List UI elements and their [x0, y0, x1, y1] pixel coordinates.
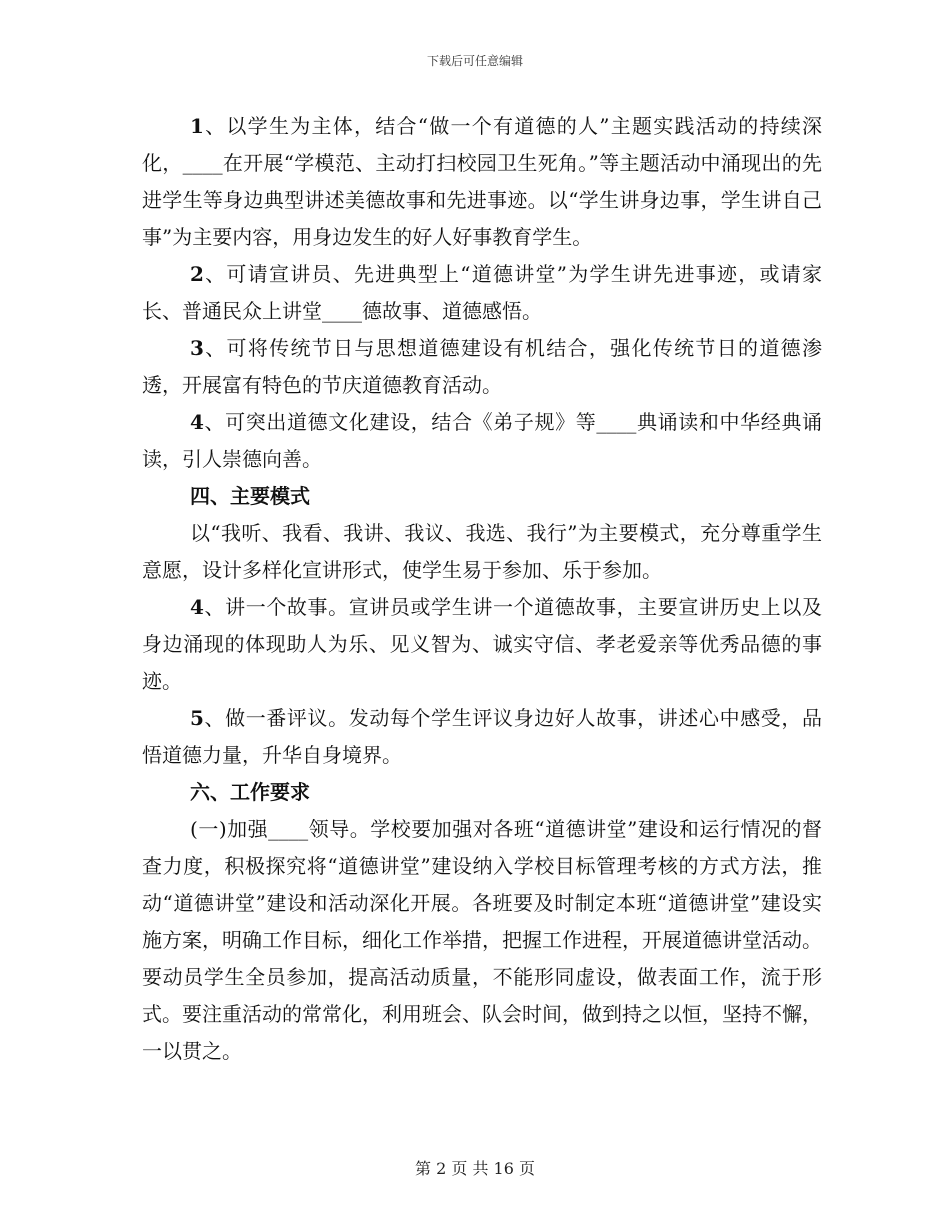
page-header-note: 下载后可任意编辑 — [426, 54, 523, 68]
item-number: 2 — [190, 262, 204, 286]
paragraph-text: 、做一番评议。发动每个学生评议身边好人故事，讲述心中感受，品悟道德力量，升华自身境界。 — [142, 706, 822, 767]
document-body — [142, 108, 822, 1070]
item-number: 1 — [190, 114, 204, 138]
paragraph-4 — [142, 404, 822, 478]
item-number: 3 — [190, 336, 204, 360]
paragraph-text: 、可将传统节日与思想道德建设有机结合，强化传统节日的道德渗透，开展富有特色的节庆道德教育活动。 — [142, 336, 822, 397]
paragraph-1 — [142, 108, 822, 256]
section-heading-modes: 四、主要模式 — [190, 484, 310, 508]
paragraph-2 — [142, 256, 822, 330]
paragraph-text: 、可请宣讲员、先进典型上“道德讲堂”为学生讲先进事迹，或请家长、普通民众上讲堂____德故事、道德感悟。 — [142, 262, 822, 323]
paragraph-3 — [142, 330, 822, 404]
paragraph-6 — [142, 589, 822, 700]
section-heading-requirements: 六、工作要求 — [190, 780, 310, 804]
item-number: 4 — [190, 410, 204, 434]
paragraph-5: 以“我听、我看、我讲、我议、我选、我行”为主要模式，充分尊重学生意愿，设计多样化宣讲形式，使学生易于参加、乐于参加。 — [142, 521, 822, 582]
paragraph-text: 、可突出道德文化建设，结合《弟子规》等____典诵读和中华经典诵读，引人崇德向善。 — [142, 410, 822, 471]
page-number: 第 2 页 共 16 页 — [415, 1159, 535, 1178]
item-number: 5 — [190, 706, 204, 730]
item-number: 4 — [190, 595, 204, 619]
paragraph-8: (一)加强____领导。学校要加强对各班“道德讲堂”建设和运行情况的督查力度，积极探究将“道德讲堂”建设纳入学校目标管理考核的方式方法，推动“道德讲堂”建设和活动深化开展。各班要及时制定本班“道德讲堂”建设实施方案，明确工作目标，细化工作举措，把握工作进程，开展道德讲堂活动。要动员学生全员参加，提高活动质量，不能形同虚设，做表面工作，流于形式。要注重活动的常常化，利用班会、队会时间，做到持之以恒，坚持不懈，一以贯之。 — [142, 817, 822, 1063]
paragraph-text: 、讲一个故事。宣讲员或学生讲一个道德故事，主要宣讲历史上以及身边涌现的体现助人为乐、见义智为、诚实守信、孝老爱亲等优秀品德的事迹。 — [142, 595, 822, 693]
paragraph-7 — [142, 700, 822, 774]
paragraph-text: 、以学生为主体，结合“做一个有道德的人”主题实践活动的持续深化，____在开展“学模范、主动打扫校园卫生死角。”等主题活动中涌现出的先进学生等身边典型讲述美德故事和先进事迹。以“学生讲身边事，学生讲自己事”为主要内容，用身边发生的好人好事教育学生。 — [142, 114, 822, 249]
